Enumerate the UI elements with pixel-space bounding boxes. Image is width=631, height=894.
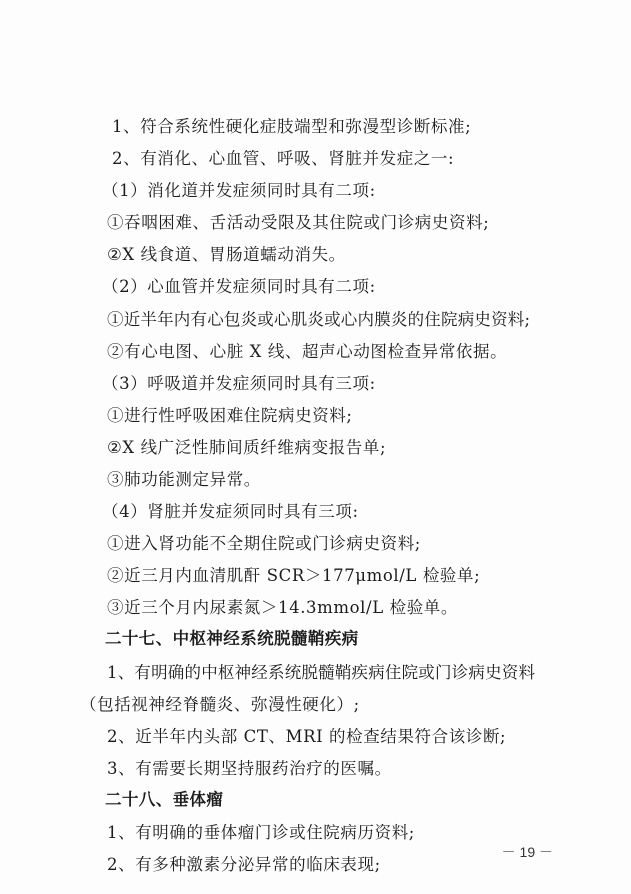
text-line-1: 1、符合系统性硬化症肢端型和弥漫型诊断标准; — [112, 117, 472, 136]
text-line-10: ①进行性呼吸困难住院病史资料; — [107, 406, 353, 425]
text-line-11: ②X 线广泛性肺间质纤维病变报告单; — [107, 438, 387, 457]
text-line-2: 2、有消化、心血管、呼吸、肾脏并发症之一: — [112, 149, 455, 168]
text-line-9: （3）呼吸道并发症须同时具有三项: — [102, 374, 376, 393]
section-heading-28: 二十八、垂体瘤 — [105, 790, 224, 809]
text-line-12: ③肺功能测定异常。 — [107, 470, 261, 489]
text-line-21: 3、有需要长期坚持服药治疗的医嘱。 — [107, 759, 392, 778]
page-number: － 19 － — [501, 844, 553, 860]
text-line-5: ②X 线食道、胃肠道蠕动消失。 — [107, 245, 346, 264]
section-heading-27: 二十七、中枢神经系统脱髓鞘疾病 — [105, 629, 359, 648]
text-line-4: ①吞咽困难、舌活动受限及其住院或门诊病史资料; — [107, 213, 490, 232]
text-line-16: ③近三个月内尿素氮＞14.3mmol/L 检验单。 — [107, 598, 459, 617]
text-line-18: 1、有明确的中枢神经系统脱髓鞘疾病住院或门诊病史资料 — [107, 663, 536, 682]
text-line-20: 2、近半年内头部 CT、MRI 的检查结果符合该诊断; — [107, 727, 507, 746]
text-line-15: ②近三月内血清肌酐 SCR＞177μmol/L 检验单; — [107, 566, 481, 585]
text-line-24: 2、有多种激素分泌异常的临床表现; — [107, 855, 381, 874]
text-line-19: （包括视神经脊髓炎、弥漫性硬化）; — [80, 695, 360, 714]
text-line-7: ①近半年内有心包炎或心肌炎或心内膜炎的住院病史资料; — [107, 310, 531, 329]
text-line-13: （4）肾脏并发症须同时具有三项: — [102, 502, 359, 521]
text-line-14: ①进入肾功能不全期住院或门诊病史资料; — [107, 534, 421, 553]
text-line-3: （1）消化道并发症须同时具有二项: — [102, 181, 376, 200]
text-line-23: 1、有明确的垂体瘤门诊或住院病历资料; — [107, 823, 415, 842]
text-line-6: （2）心血管并发症须同时具有二项: — [102, 277, 376, 296]
text-line-8: ②有心电图、心脏 X 线、超声心动图检查异常依据。 — [107, 342, 508, 361]
